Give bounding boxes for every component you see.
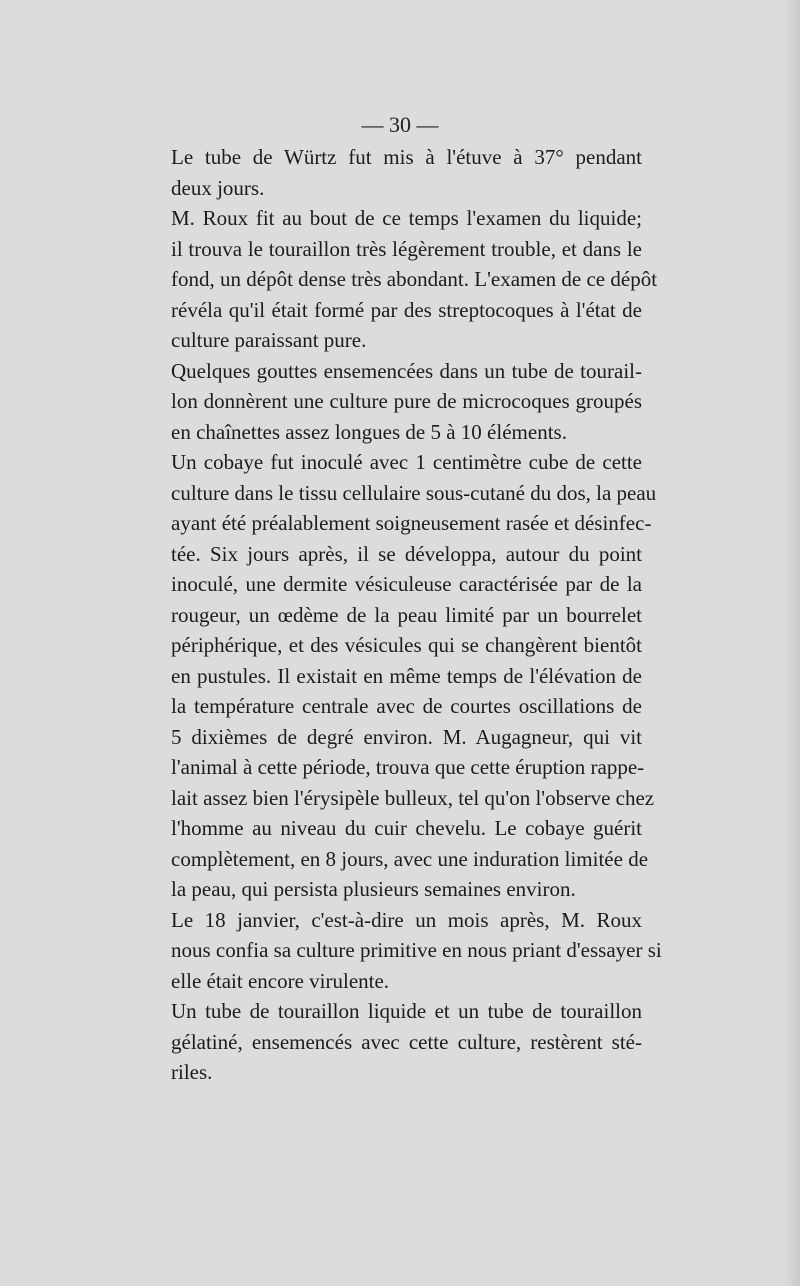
text-line: l'animal à cette période, trouva que cette éruption rappe- (171, 755, 645, 779)
paragraph-6 (145, 996, 642, 1088)
text-line: en chaînettes assez longues de 5 à 10 éléments. (171, 419, 567, 444)
paragraph-1 (145, 142, 642, 203)
text-line: fond, un dépôt dense très abondant. L'examen de ce dépôt (171, 267, 658, 291)
paragraph-2 (145, 203, 658, 356)
page-edge-shadow (784, 0, 800, 1286)
text-line: Le 18 janvier, c'est-à-dire un mois après, M. Roux (171, 907, 642, 932)
text-line: elle était encore virulente. (171, 968, 390, 993)
text-line: rougeur, un œdème de la peau limité par un bourrelet (171, 602, 642, 627)
text-line: révéla qu'il était formé par des streptocoques à l'état de (171, 297, 642, 322)
paragraph-4 (145, 447, 657, 905)
text-line: M. Roux fit au bout de ce temps l'examen du liquide; (171, 206, 642, 230)
text-line: l'homme au niveau du cuir chevelu. Le cobaye guérit (171, 816, 642, 840)
text-line: riles. (171, 1060, 213, 1084)
page-number: — 30 — (361, 112, 439, 137)
text-line: lon donnèrent une culture pure de microcoques groupés (171, 389, 642, 413)
text-line: Quelques gouttes ensemencées dans un tube de tourail- (171, 358, 642, 383)
text-line: Le tube de Würtz fut mis à l'étuve à 37° pendant (171, 145, 642, 169)
text-line: il trouva le touraillon très légèrement trouble, et dans le (171, 236, 642, 261)
text-line: lait assez bien l'érysipèle bulleux, tel qu'on l'observe chez (171, 785, 655, 810)
text-line: la peau, qui persista plusieurs semaines environ. (171, 877, 576, 901)
text-line: tée. Six jours après, il se développa, autour du point (171, 541, 642, 566)
text-line: culture dans le tissu cellulaire sous-cutané du dos, la peau (171, 480, 657, 505)
text-line: culture paraissant pure. (171, 328, 367, 352)
text-line: gélatiné, ensemencés avec cette culture, restèrent sté- (171, 1029, 642, 1054)
text-line: 5 dixièmes de degré environ. M. Augagneur, qui vit (171, 724, 642, 749)
text-line: inoculé, une dermite vésiculeuse caractérisée par de la (171, 572, 642, 596)
paragraph-3 (145, 356, 642, 448)
text-line: deux jours. (171, 175, 265, 200)
text-line: ayant été préalablement soigneusement rasée et désinfec- (171, 511, 652, 535)
text-line: Un tube de touraillon liquide et un tube de touraillon (171, 999, 642, 1023)
text-line: la température centrale avec de courtes oscillations de (171, 694, 642, 718)
text-line: nous confia sa culture primitive en nous priant d'essayer si (171, 938, 662, 962)
text-line: périphérique, et des vésicules qui se changèrent bientôt (171, 633, 642, 657)
text-line: Un cobaye fut inoculé avec 1 centimètre cube de cette (171, 450, 642, 474)
text-line: en pustules. Il existait en même temps de l'élévation de (171, 663, 642, 688)
body-text (145, 142, 662, 1088)
paragraph-5 (145, 905, 662, 997)
text-line: complètement, en 8 jours, avec une induration limitée de (171, 846, 649, 871)
